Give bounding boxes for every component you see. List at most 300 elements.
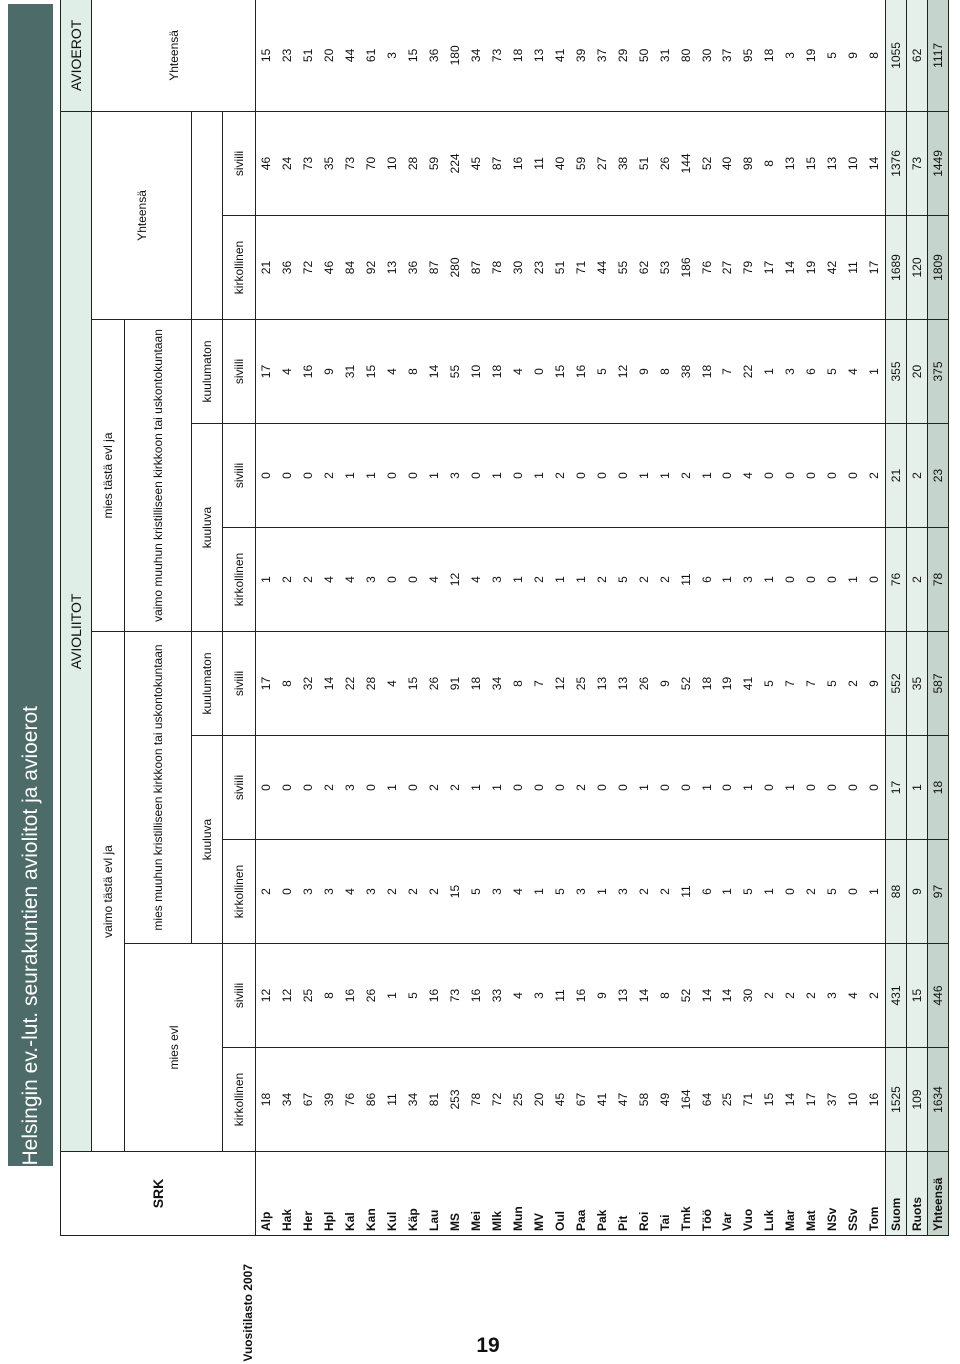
table-cell: 2: [591, 528, 612, 632]
table-cell: 1525: [886, 1048, 907, 1152]
table-cell: 1: [570, 528, 591, 632]
table-row: [445, 0, 466, 1236]
table-cell: 1: [780, 736, 801, 840]
table-cell: 15: [759, 1048, 780, 1152]
table-cell: 79: [738, 216, 759, 320]
table-cell: 2: [256, 840, 277, 944]
table-cell: 0: [591, 424, 612, 528]
table-row: [424, 0, 445, 1236]
row-label: MS: [445, 1152, 466, 1236]
table-cell: 0: [528, 320, 549, 424]
table-cell: 40: [549, 111, 570, 215]
table-cell: 2: [843, 632, 864, 736]
table-cell: 109: [907, 1048, 928, 1152]
table-cell: 4: [382, 320, 403, 424]
table-cell: 76: [886, 528, 907, 632]
table-cell: 41: [738, 632, 759, 736]
table-row: [801, 0, 822, 1236]
table-cell: 18: [696, 320, 717, 424]
table-cell: 28: [403, 111, 424, 215]
table-cell: 5: [822, 632, 843, 736]
table-cell: 2: [654, 840, 675, 944]
table-cell: 13: [612, 944, 633, 1048]
table-cell: 41: [549, 0, 570, 111]
header-mies-evl: mies evl: [125, 944, 223, 1152]
table-cell: 23: [528, 216, 549, 320]
marriage-divorce-table: [60, 0, 949, 1236]
table-cell: 21: [886, 424, 907, 528]
table-cell: 3: [298, 840, 319, 944]
table-cell: 1: [696, 736, 717, 840]
table-cell: 73: [445, 944, 466, 1048]
table-row: [612, 0, 633, 1236]
table-cell: 30: [507, 216, 528, 320]
table-cell: 4: [382, 632, 403, 736]
table-cell: 16: [466, 944, 487, 1048]
table-row: [256, 0, 277, 1236]
table-cell: 0: [759, 424, 780, 528]
table-cell: 0: [843, 424, 864, 528]
table-cell: 5: [549, 840, 570, 944]
table-cell: 78: [928, 528, 949, 632]
table-cell: 44: [591, 216, 612, 320]
table-cell: 1: [549, 528, 570, 632]
header-kirkollinen: kirkollinen: [223, 528, 256, 632]
table-cell: 0: [507, 424, 528, 528]
table-cell: 97: [928, 840, 949, 944]
header-avioerot: AVIOEROT: [61, 0, 92, 111]
table-cell: 23: [928, 424, 949, 528]
table-cell: 7: [528, 632, 549, 736]
table-cell: 78: [487, 216, 508, 320]
table-cell: 5: [466, 840, 487, 944]
table-cell: 0: [382, 528, 403, 632]
table-cell: 9: [654, 632, 675, 736]
table-cell: 1055: [886, 0, 907, 111]
table-cell: 1: [340, 424, 361, 528]
table-cell: 51: [298, 0, 319, 111]
table-cell: 41: [591, 1048, 612, 1152]
table-cell: 73: [907, 111, 928, 215]
table-cell: 7: [801, 632, 822, 736]
table-cell: 18: [696, 632, 717, 736]
table-cell: 84: [340, 216, 361, 320]
row-label: Roi: [633, 1152, 654, 1236]
table-cell: 16: [424, 944, 445, 1048]
table-cell: 2: [298, 528, 319, 632]
table-cell: 2: [319, 424, 340, 528]
table-cell: 36: [403, 216, 424, 320]
table-cell: 26: [361, 944, 382, 1048]
table-cell: 5: [591, 320, 612, 424]
table-cell: 1449: [928, 111, 949, 215]
row-label: SSv: [843, 1152, 864, 1236]
table-cell: 38: [675, 320, 696, 424]
table-cell: 280: [445, 216, 466, 320]
table-cell: 355: [886, 320, 907, 424]
table-cell: 3: [445, 424, 466, 528]
table-cell: 0: [570, 424, 591, 528]
row-label: Pit: [612, 1152, 633, 1236]
table-cell: 17: [256, 632, 277, 736]
table-cell: 1: [696, 424, 717, 528]
table-cell: 80: [675, 0, 696, 111]
table-cell: 37: [591, 0, 612, 111]
table-cell: 19: [801, 216, 822, 320]
table-cell: 16: [864, 1048, 886, 1152]
row-label: Suom: [886, 1152, 907, 1236]
header-kuuluva-2: kuuluva: [192, 424, 223, 632]
table-cell: 40: [717, 111, 738, 215]
header-siviili: siviili: [223, 424, 256, 528]
table-cell: 62: [907, 0, 928, 111]
table-row: [633, 0, 654, 1236]
table-cell: 0: [256, 424, 277, 528]
table-cell: 1: [361, 424, 382, 528]
header-yhteensa-spacer: [192, 111, 223, 319]
table-cell: 16: [570, 320, 591, 424]
table-cell: 1: [507, 528, 528, 632]
table-cell: 0: [591, 736, 612, 840]
table-row: [864, 0, 886, 1236]
table-cell: 11: [675, 528, 696, 632]
table-cell: 19: [717, 632, 738, 736]
table-cell: 120: [907, 216, 928, 320]
table-cell: 73: [298, 111, 319, 215]
table-cell: 1: [864, 320, 886, 424]
table-cell: 0: [528, 736, 549, 840]
table-cell: 0: [507, 736, 528, 840]
table-cell: 8: [654, 320, 675, 424]
table-cell: 8: [277, 632, 298, 736]
table-cell: 2: [382, 840, 403, 944]
table-cell: 76: [696, 216, 717, 320]
table-row: [738, 0, 759, 1236]
header-kirkollinen: kirkollinen: [223, 1048, 256, 1152]
table-cell: 0: [864, 528, 886, 632]
table-cell: 0: [612, 736, 633, 840]
table-cell: 0: [801, 528, 822, 632]
table-cell: 17: [801, 1048, 822, 1152]
table-cell: 2: [424, 840, 445, 944]
table-cell: 59: [424, 111, 445, 215]
table-cell: 2: [801, 840, 822, 944]
table-cell: 0: [759, 736, 780, 840]
table-cell: 18: [928, 736, 949, 840]
table-row: [675, 0, 696, 1236]
header-vaimo-evl: vaimo tästä evl ja: [92, 632, 125, 1152]
table-cell: 20: [528, 1048, 549, 1152]
table-cell: 26: [654, 111, 675, 215]
table-cell: 8: [864, 0, 886, 111]
table-cell: 0: [717, 424, 738, 528]
table-cell: 11: [528, 111, 549, 215]
table-cell: 15: [549, 320, 570, 424]
table-cell: 3: [361, 528, 382, 632]
table-cell: 11: [549, 944, 570, 1048]
table-cell: 0: [466, 424, 487, 528]
table-cell: 2: [633, 528, 654, 632]
row-label: Kul: [382, 1152, 403, 1236]
table-cell: 0: [675, 736, 696, 840]
table-cell: 87: [424, 216, 445, 320]
table-cell: 55: [612, 216, 633, 320]
table-cell: 45: [466, 111, 487, 215]
table-cell: 0: [717, 736, 738, 840]
row-label: Paa: [570, 1152, 591, 1236]
table-cell: 26: [424, 632, 445, 736]
table-cell: 13: [822, 111, 843, 215]
table-cell: 20: [319, 0, 340, 111]
table-cell: 4: [319, 528, 340, 632]
table-cell: 9: [591, 944, 612, 1048]
table-cell: 44: [340, 0, 361, 111]
table-cell: 4: [507, 840, 528, 944]
header-avioliitot: AVIOLIITOT: [61, 111, 92, 1151]
table-cell: 4: [843, 944, 864, 1048]
table-cell: 26: [633, 632, 654, 736]
table-cell: 186: [675, 216, 696, 320]
row-label: Mar: [780, 1152, 801, 1236]
table-cell: 4: [738, 424, 759, 528]
table-cell: 13: [780, 111, 801, 215]
table-cell: 0: [654, 736, 675, 840]
table-cell: 21: [256, 216, 277, 320]
table-cell: 587: [928, 632, 949, 736]
row-label: Oul: [549, 1152, 570, 1236]
table-cell: 6: [696, 528, 717, 632]
table-cell: 36: [424, 0, 445, 111]
table-cell: 446: [928, 944, 949, 1048]
table-cell: 5: [759, 632, 780, 736]
table-cell: 4: [466, 528, 487, 632]
table-cell: 1: [487, 736, 508, 840]
table-cell: 55: [445, 320, 466, 424]
table-cell: 0: [403, 736, 424, 840]
table-cell: 4: [507, 320, 528, 424]
table-cell: 38: [612, 111, 633, 215]
row-label: Yhteensä: [928, 1152, 949, 1236]
table-cell: 52: [696, 111, 717, 215]
table-cell: 2: [445, 736, 466, 840]
footnote-holder: [236, 1222, 260, 1362]
table-cell: 70: [361, 111, 382, 215]
table-cell: 2: [277, 528, 298, 632]
table-cell: 2: [319, 736, 340, 840]
table-cell: 0: [843, 736, 864, 840]
table-row: [654, 0, 675, 1236]
table-cell: 1376: [886, 111, 907, 215]
table-cell: 31: [654, 0, 675, 111]
table-cell: 2: [907, 528, 928, 632]
table-cell: 27: [591, 111, 612, 215]
table-cell: 19: [801, 0, 822, 111]
table-cell: 14: [780, 216, 801, 320]
table-cell: 1: [256, 528, 277, 632]
table-cell: 15: [801, 111, 822, 215]
table-cell: 1: [487, 424, 508, 528]
table-cell: 16: [507, 111, 528, 215]
row-label: Var: [717, 1152, 738, 1236]
table-cell: 20: [907, 320, 928, 424]
table-cell: 28: [361, 632, 382, 736]
table-cell: 87: [466, 216, 487, 320]
table-cell: 0: [801, 736, 822, 840]
table-cell: 224: [445, 111, 466, 215]
table-cell: 30: [696, 0, 717, 111]
table-row: [780, 0, 801, 1236]
table-cell: 2: [864, 944, 886, 1048]
table-cell: 2: [424, 736, 445, 840]
table-cell: 1: [759, 528, 780, 632]
table-cell: 0: [801, 424, 822, 528]
table-cell: 6: [696, 840, 717, 944]
table-cell: 3: [780, 320, 801, 424]
table-cell: 1: [382, 944, 403, 1048]
table-cell: 9: [319, 320, 340, 424]
table-cell: 12: [549, 632, 570, 736]
header-kuulumaton-1: kuulumaton: [192, 632, 223, 736]
table-cell: 1: [759, 840, 780, 944]
table-cell: 0: [403, 528, 424, 632]
table-cell: 45: [549, 1048, 570, 1152]
table-cell: 0: [780, 424, 801, 528]
table-cell: 0: [382, 424, 403, 528]
header-kirkollinen: kirkollinen: [223, 840, 256, 944]
table-cell: 2: [907, 424, 928, 528]
table-cell: 1: [633, 736, 654, 840]
table-cell: 18: [466, 632, 487, 736]
table-cell: 12: [256, 944, 277, 1048]
table-cell: 1: [717, 840, 738, 944]
table-cell: 0: [277, 424, 298, 528]
row-label: Pak: [591, 1152, 612, 1236]
table-cell: 18: [487, 320, 508, 424]
table-cell: 1809: [928, 216, 949, 320]
table-cell: 49: [654, 1048, 675, 1152]
table-cell: 8: [759, 111, 780, 215]
table-cell: 2: [801, 944, 822, 1048]
statistics-table-rotated: [60, 0, 949, 1236]
table-cell: 0: [822, 736, 843, 840]
table-cell: 144: [675, 111, 696, 215]
table-cell: 2: [780, 944, 801, 1048]
table-cell: 27: [717, 216, 738, 320]
table-cell: 51: [549, 216, 570, 320]
table-cell: 8: [319, 944, 340, 1048]
table-cell: 6: [801, 320, 822, 424]
table-cell: 4: [340, 528, 361, 632]
table-cell: 14: [780, 1048, 801, 1152]
table-cell: 33: [487, 944, 508, 1048]
table-cell: 0: [277, 736, 298, 840]
table-cell: 52: [675, 632, 696, 736]
table-cell: 9: [633, 320, 654, 424]
table-cell: 37: [822, 1048, 843, 1152]
table-cell: 0: [298, 736, 319, 840]
table-cell: 76: [340, 1048, 361, 1152]
header-siviili: siviili: [223, 320, 256, 424]
table-cell: 73: [487, 0, 508, 111]
table-cell: 88: [886, 840, 907, 944]
table-row: [591, 0, 612, 1236]
table-cell: 1: [591, 840, 612, 944]
table-cell: 24: [277, 111, 298, 215]
header-siviili: siviili: [223, 736, 256, 840]
table-cell: 5: [738, 840, 759, 944]
table-cell: 11: [843, 216, 864, 320]
table-cell: 0: [864, 736, 886, 840]
table-cell: 3: [822, 944, 843, 1048]
table-cell: 1: [738, 736, 759, 840]
table-cell: 1: [864, 840, 886, 944]
table-cell: 73: [340, 111, 361, 215]
table-cell: 0: [780, 840, 801, 944]
row-label: Hpl: [319, 1152, 340, 1236]
table-row: [361, 0, 382, 1236]
table-cell: 5: [612, 528, 633, 632]
table-row: [528, 0, 549, 1236]
row-label: Töö: [696, 1152, 717, 1236]
table-row: [822, 0, 843, 1236]
table-cell: 15: [403, 0, 424, 111]
table-cell: 39: [570, 0, 591, 111]
table-cell: 37: [717, 0, 738, 111]
table-cell: 51: [633, 111, 654, 215]
table-cell: 87: [487, 111, 508, 215]
page-title: Helsingin ev.-lut. seurakuntien aviolitot ja avioerot: [18, 706, 42, 1166]
title-banner-text-holder: [8, 4, 53, 1166]
table-cell: 8: [403, 320, 424, 424]
table-cell: 39: [319, 1048, 340, 1152]
table-cell: 3: [528, 944, 549, 1048]
table-cell: 4: [340, 840, 361, 944]
header-kuuluva-1: kuuluva: [192, 736, 223, 944]
table-cell: 3: [340, 736, 361, 840]
row-label: Lau: [424, 1152, 445, 1236]
table-cell: 0: [549, 736, 570, 840]
table-row: [277, 0, 298, 1236]
table-cell: 2: [570, 736, 591, 840]
table-cell: 18: [256, 1048, 277, 1152]
table-cell: 15: [361, 320, 382, 424]
table-cell: 253: [445, 1048, 466, 1152]
table-cell: 31: [340, 320, 361, 424]
footnote: Vuositilasto 2007: [241, 1264, 255, 1362]
table-cell: 35: [907, 632, 928, 736]
table-cell: 1: [654, 424, 675, 528]
page-number: 19: [476, 1334, 500, 1357]
table-cell: 22: [738, 320, 759, 424]
row-label: Kal: [340, 1152, 361, 1236]
table-row: [696, 0, 717, 1236]
table-row: [570, 0, 591, 1236]
table-cell: 0: [822, 528, 843, 632]
table-cell: 0: [277, 840, 298, 944]
table-cell: 2: [403, 840, 424, 944]
table-cell: 25: [717, 1048, 738, 1152]
table-cell: 34: [277, 1048, 298, 1152]
table-cell: 14: [633, 944, 654, 1048]
row-label: Mat: [801, 1152, 822, 1236]
table-cell: 98: [738, 111, 759, 215]
table-cell: 1: [466, 736, 487, 840]
table-cell: 53: [654, 216, 675, 320]
table-cell: 17: [759, 216, 780, 320]
table-row: [549, 0, 570, 1236]
table-cell: 64: [696, 1048, 717, 1152]
table-cell: 5: [403, 944, 424, 1048]
